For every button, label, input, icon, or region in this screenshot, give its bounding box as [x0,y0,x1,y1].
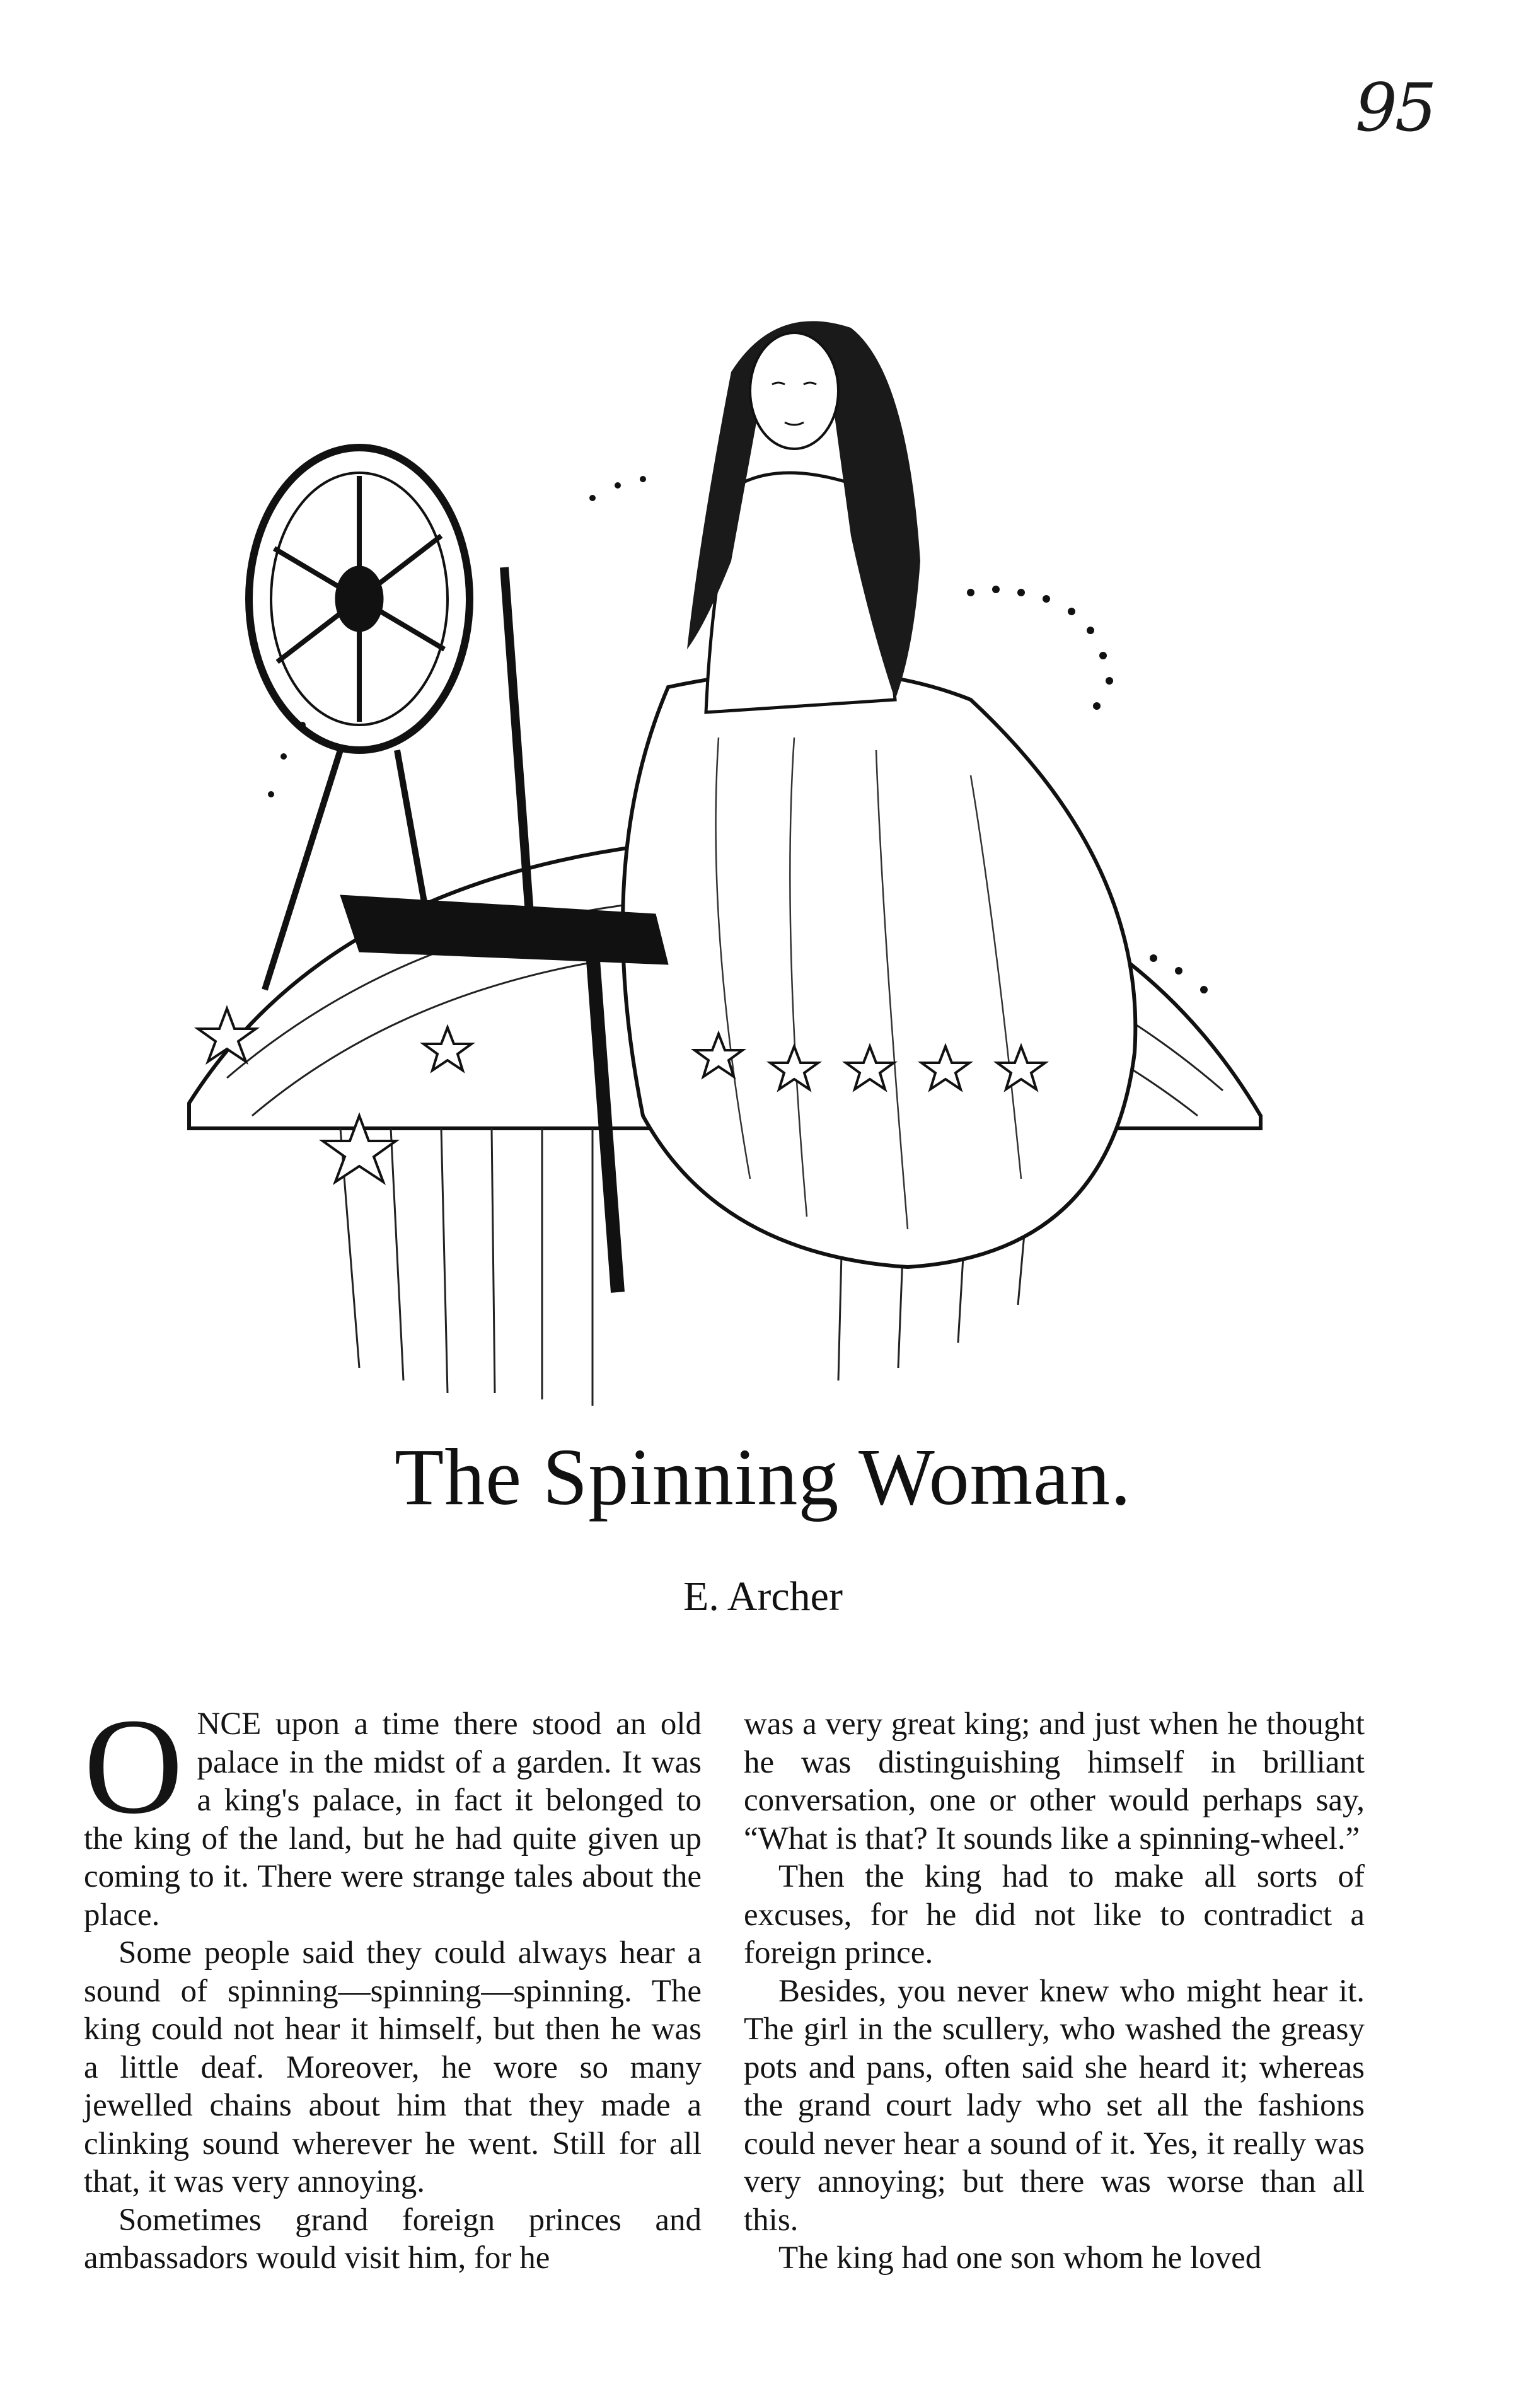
paragraph: was a very great king; and just when he thought he was distinguishing himself in brilliant conversation, one or other would perhaps say, “What is that? It sounds like a spinning-wheel.” [744,1706,1365,1856]
article-title: The Spinning Woman. [395,1432,1131,1522]
page-number: 95 [1355,69,1435,146]
paragraph: Besides, you never knew who might hear it. The girl in the scullery, who washed the greasy pots and pans, often said she heard it; whereas the grand court lady who set all the fashions could never hear a sound of it. Yes, it really was very annoying; but there was worse than all this. [744,1973,1365,2238]
paragraph: The king had one son whom he loved [778,2240,1262,2276]
paragraph: Some people said they could always hear a sound of spinning—spinning—spinning. The king could not hear it himself, but then he was a little deaf. Moreover, he wore so many jewelled chains about him that they made a clinking sound wherever he went. Still for all that, it was very annoying. [84,1935,702,2199]
face [750,333,838,449]
dress [623,671,1135,1267]
drop-cap: O [84,1691,183,1843]
paragraph: Sometimes grand foreign princes and ambassadors would visit him, for he [84,2202,702,2276]
paragraph-text: NCE upon a time there stood an old palace in the midst of a garden. It was a king's palace, in fact it belonged to the king of the land, but he had quite given up coming to it. There were strange tales about the place. [84,1706,702,1933]
text-column-left [84,1691,702,2278]
spinning-woman-illustration [151,296,1286,1406]
paragraph: Then the king had to make all sorts of excuses, for he did not like to contradict a foreign prince. [744,1859,1365,1971]
author-byline: E. Archer [683,1573,843,1619]
paragraph [84,1691,702,1934]
text-column-right [744,1705,1365,2278]
spinning-wheel [249,448,668,1292]
